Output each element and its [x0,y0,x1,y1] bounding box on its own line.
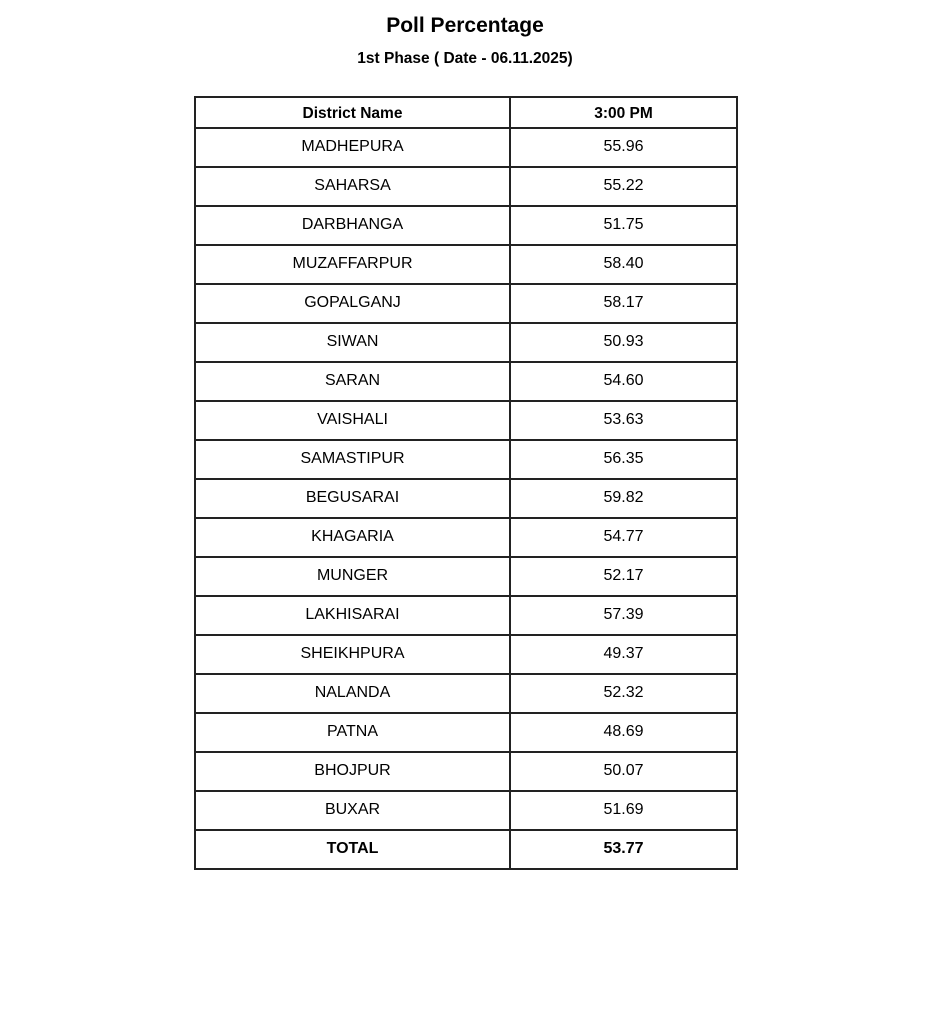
district-cell: SIWAN [195,323,510,362]
table-row [195,752,737,791]
table-row [195,635,737,674]
total-label: TOTAL [195,830,510,869]
page-subtitle: 1st Phase ( Date - 06.11.2025) [357,50,573,67]
district-cell: MUZAFFARPUR [195,245,510,284]
poll-percentage-table [194,96,738,870]
percentage-cell: 51.69 [510,791,737,830]
district-cell: BUXAR [195,791,510,830]
table-row [195,323,737,362]
district-cell: GOPALGANJ [195,284,510,323]
percentage-cell: 55.96 [510,128,737,167]
district-cell: SAMASTIPUR [195,440,510,479]
table-row [195,401,737,440]
district-cell: SARAN [195,362,510,401]
percentage-cell: 58.17 [510,284,737,323]
percentage-cell: 58.40 [510,245,737,284]
percentage-cell: 53.63 [510,401,737,440]
total-value: 53.77 [510,830,737,869]
total-row [195,830,737,869]
percentage-cell: 49.37 [510,635,737,674]
percentage-cell: 50.07 [510,752,737,791]
percentage-cell: 57.39 [510,596,737,635]
district-cell: SHEIKHPURA [195,635,510,674]
percentage-cell: 54.77 [510,518,737,557]
district-cell: MADHEPURA [195,128,510,167]
table-row [195,674,737,713]
column-header-time: 3:00 PM [510,97,737,128]
district-cell: VAISHALI [195,401,510,440]
percentage-cell: 48.69 [510,713,737,752]
column-header-district: District Name [195,97,510,128]
district-cell: BHOJPUR [195,752,510,791]
percentage-cell: 59.82 [510,479,737,518]
table-header-row [195,97,737,128]
table-row [195,557,737,596]
table-row [195,440,737,479]
table-row [195,362,737,401]
table-row [195,713,737,752]
table-row [195,167,737,206]
percentage-cell: 52.17 [510,557,737,596]
district-cell: KHAGARIA [195,518,510,557]
table-row [195,245,737,284]
page-title: Poll Percentage [386,14,544,37]
district-cell: NALANDA [195,674,510,713]
percentage-cell: 54.60 [510,362,737,401]
table-row [195,596,737,635]
table-row [195,479,737,518]
table-row [195,128,737,167]
percentage-cell: 55.22 [510,167,737,206]
district-cell: MUNGER [195,557,510,596]
table-row [195,518,737,557]
district-cell: PATNA [195,713,510,752]
district-cell: LAKHISARAI [195,596,510,635]
percentage-cell: 50.93 [510,323,737,362]
district-cell: DARBHANGA [195,206,510,245]
percentage-cell: 56.35 [510,440,737,479]
percentage-cell: 51.75 [510,206,737,245]
table-row [195,284,737,323]
table-row [195,791,737,830]
percentage-cell: 52.32 [510,674,737,713]
district-cell: SAHARSA [195,167,510,206]
district-cell: BEGUSARAI [195,479,510,518]
table-row [195,206,737,245]
